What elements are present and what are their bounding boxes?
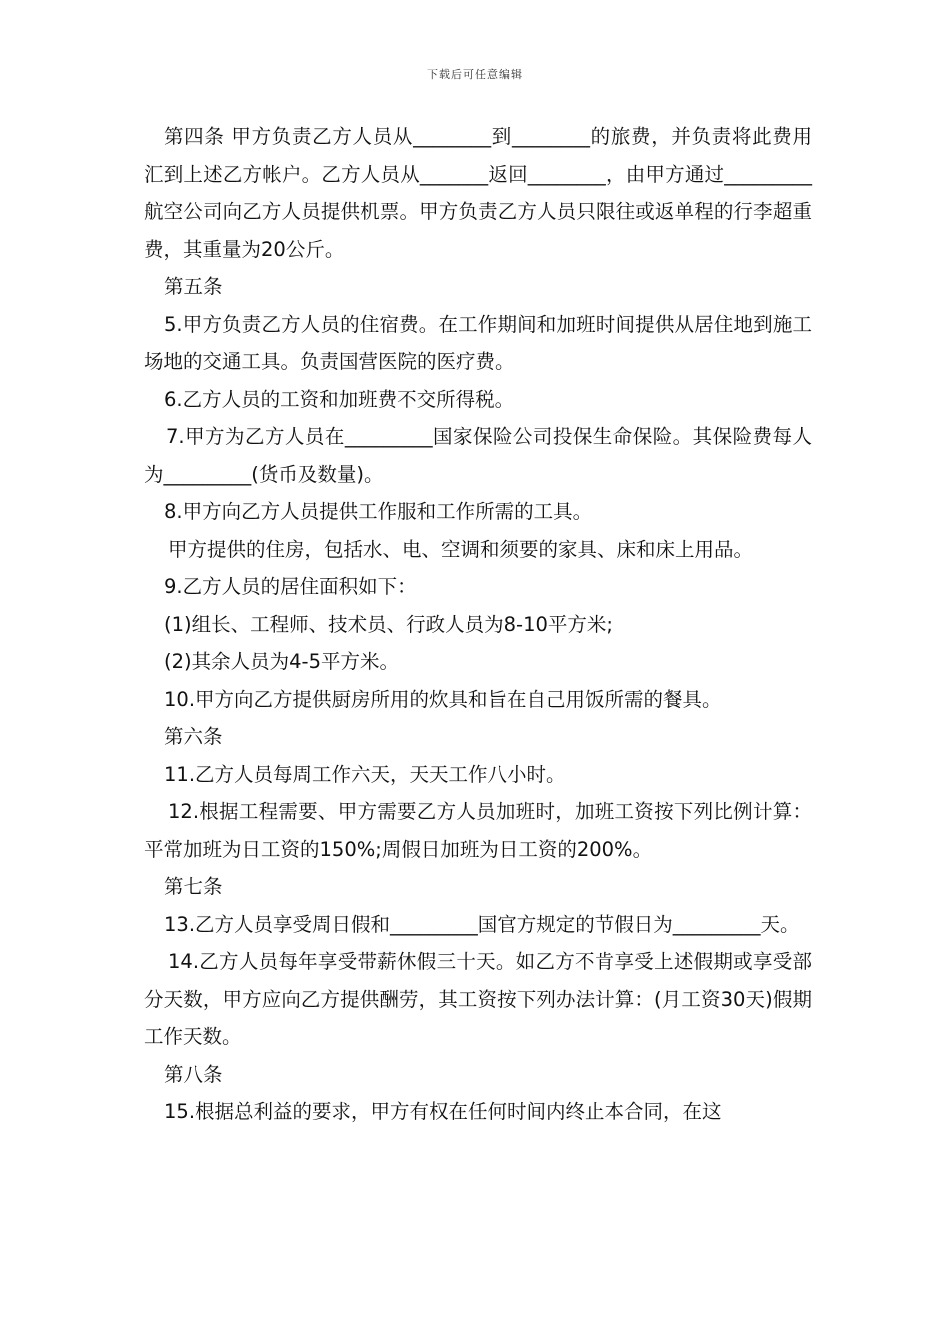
paragraph: 6.乙方人员的工资和加班费不交所得税。 — [164, 387, 515, 411]
paragraph: (2)其余人员为4-5平方米。 — [164, 650, 399, 673]
paragraph: 11.乙方人员每周工作六天，天天工作八小时。 — [164, 762, 566, 786]
page-header: 下载后可任意编辑 — [427, 68, 523, 81]
paragraph: 5.甲方负责乙方人员的住宿费。在工作期间和加班时间提供从居住地到施工场地的交通工具。负责国营医院的医疗费。 — [144, 312, 812, 373]
paragraph: (1)组长、工程师、技术员、行政人员为8-10平方米; — [164, 612, 613, 636]
paragraph: 14.乙方人员每年享受带薪休假三十天。如乙方不肯享受上述假期或享受部分天数，甲方应向乙方提供酬劳，其工资按下列办法计算：(月工资30天)假期工作天数。 — [144, 950, 812, 1048]
paragraph: 第七条 — [164, 875, 223, 898]
paragraph: 第四条 甲方负责乙方人员从________到________的旅费，并负责将此费用汇到上述乙方帐户。乙方人员从_______返回________，由甲方通过_________航空公司向乙方人员提供机票。甲方负责乙方人员只限往或返单程的行李超重费，其重量为20公斤。 — [144, 125, 812, 261]
paragraph: 第五条 — [164, 275, 223, 298]
paragraph: 9.乙方人员的居住面积如下： — [164, 575, 417, 598]
paragraph: 10.甲方向乙方提供厨房所用的炊具和旨在自己用饭所需的餐具。 — [164, 687, 722, 711]
paragraph: 15.根据总利益的要求，甲方有权在任何时间内终止本合同，在这 — [164, 1100, 722, 1123]
paragraph: 甲方提供的住房，包括水、电、空调和须要的家具、床和床上用品。 — [168, 537, 754, 561]
paragraph: 第六条 — [164, 725, 223, 748]
paragraph: 12.根据工程需要、甲方需要乙方人员加班时，加班工资按下列比例计算：平常加班为日工资的150%;周假日加班为日工资的200%。 — [144, 800, 812, 861]
document-body — [144, 118, 812, 1131]
paragraph: 7.甲方为乙方人员在_________国家保险公司投保生命保险。其保险费每人为_________(货币及数量)。 — [144, 425, 812, 486]
paragraph: 8.甲方向乙方人员提供工作服和工作所需的工具。 — [164, 500, 593, 523]
paragraph: 第八条 — [164, 1062, 223, 1086]
paragraph: 13.乙方人员享受周日假和_________国官方规定的节假日为_________天。 — [164, 912, 800, 936]
